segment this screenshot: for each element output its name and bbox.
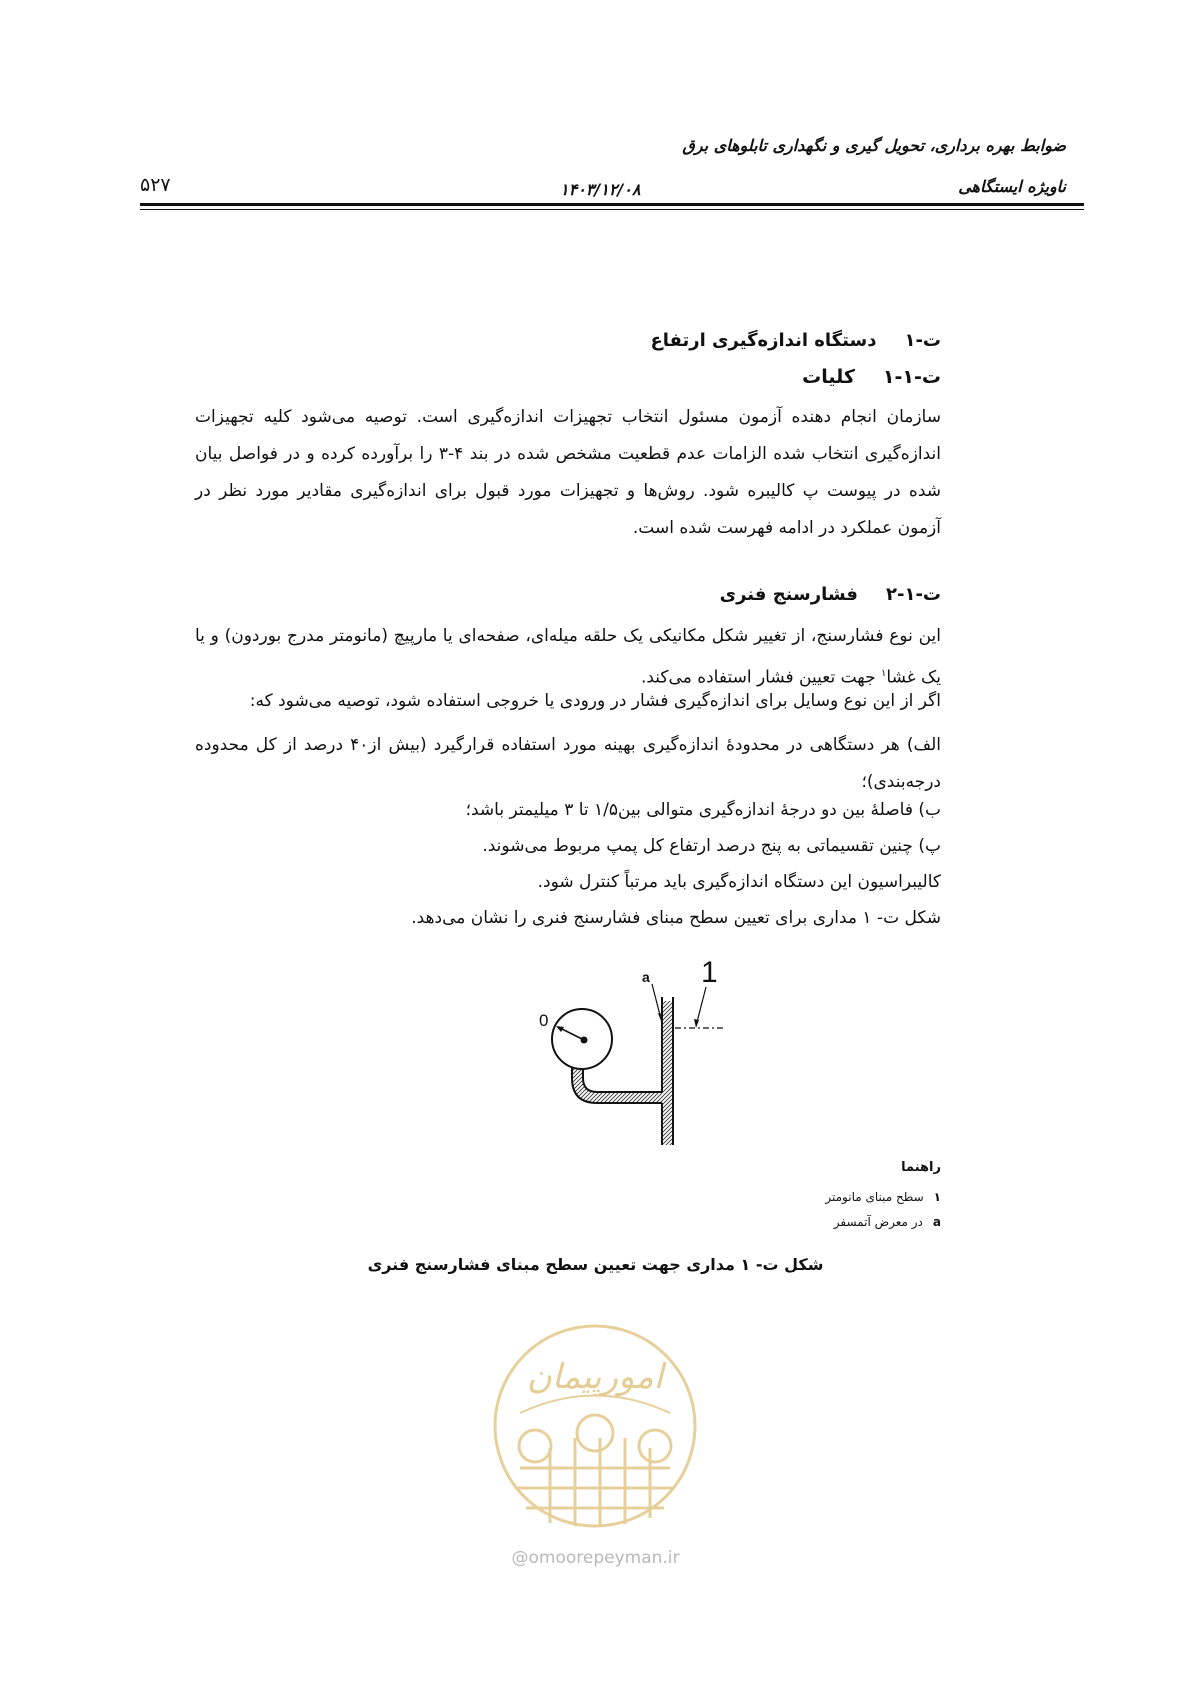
legend-item bbox=[825, 1190, 941, 1204]
item-alef: الف) هر دستگاهی در محدودهٔ اندازه‌گیری بهینه مورد استفاده قرارگیرد (بیش از۴۰ درصد از کل محدوده درجه‌بندی)؛ bbox=[195, 735, 941, 792]
gauge-intro-end: جهت تعیین فشار استفاده می‌کند. bbox=[640, 667, 882, 688]
document-date: ۱۴۰۳/۱۲/۰۸ bbox=[560, 180, 641, 199]
section-title: فشارسنج فنری bbox=[719, 584, 858, 605]
watermark-logo-text: امورپیمان bbox=[526, 1357, 664, 1397]
gauge-intro-text: این نوع فشارسنج، از تغییر شکل مکانیکی یک حلقه میله‌ای، صفحه‌ای یا مارپیچ (مانومتر مدرج بوردون) و یا یک غشا bbox=[195, 626, 941, 688]
figure-caption: شکل ت- ۱ مداری جهت تعیین سطح مبنای فشارسنج فنری bbox=[367, 1255, 824, 1274]
section-number: ت-۱ bbox=[904, 330, 941, 351]
section-heading-1-2 bbox=[720, 584, 941, 605]
legend-key: ۱ bbox=[933, 1190, 941, 1204]
label-1: 1 bbox=[701, 956, 718, 989]
header-rule-thick bbox=[140, 203, 1084, 206]
legend-text: در معرض آتمسفر bbox=[833, 1215, 923, 1229]
watermark-logo bbox=[490, 1318, 700, 1538]
header-rule-thin bbox=[140, 209, 1084, 210]
calibration-line: کالیبراسیون این دستگاه اندازه‌گیری باید مرتباً کنترل شود. bbox=[537, 872, 941, 892]
watermark-url: @omoorepeyman.ir bbox=[511, 1548, 680, 1568]
section-number: ت-۱-۲ bbox=[885, 584, 941, 605]
label-0: 0 bbox=[539, 1011, 549, 1030]
legend-text: سطح مبنای مانومتر bbox=[825, 1190, 924, 1204]
if-used-line: اگر از این نوع وسایل برای اندازه‌گیری فشار در ورودی یا خروجی استفاده شود، توصیه می‌شود که: bbox=[249, 691, 941, 711]
legend-item bbox=[834, 1215, 941, 1229]
section-heading-1 bbox=[650, 330, 941, 351]
gauge-intro-paragraph bbox=[195, 618, 941, 697]
legend-key: a bbox=[932, 1215, 941, 1229]
section-number: ت-۱-۱ bbox=[882, 366, 941, 388]
page-number: ۵۲۷ bbox=[140, 174, 171, 196]
label-a: a bbox=[642, 969, 650, 985]
section-title: دستگاه اندازه‌گیری ارتفاع bbox=[650, 330, 877, 351]
footnote-marker: ۱ bbox=[881, 668, 887, 679]
figure-reference-line: شکل ت- ۱ مداری برای تعیین سطح مبنای فشارسنج فنری را نشان می‌دهد. bbox=[411, 908, 941, 928]
section-title: کلیات bbox=[802, 366, 855, 388]
section-heading-1-1 bbox=[802, 366, 941, 388]
item-be: ب) فاصلهٔ بین دو درجهٔ اندازه‌گیری متوالی بین۱/۵ تا ۳ میلیمتر باشد؛ bbox=[465, 800, 941, 820]
vertical-pipe-fill bbox=[662, 1001, 673, 1145]
legend-title: راهنما bbox=[901, 1160, 941, 1175]
general-paragraph: سازمان انجام دهنده آزمون مسئول انتخاب تجهیزات اندازه‌گیری است. توصیه می‌شود کلیه تجهیزات اندازه‌گیری انتخاب شده الزامات عدم قطعیت مشخص شده در بند ۴-۳ را برآورده کرده و در فواصل بیان شده در پیوست پ کالیبره شود. روش‌ها و تجهیزات مورد قبول برای اندازه‌گیری مقادیر مورد نظر در آزمون عملکرد در ادامه فهرست شده است. bbox=[195, 407, 941, 538]
document-title: ضوابط بهره برداری، تحویل گیری و نگهداری تابلوهای برق bbox=[682, 136, 1066, 155]
document-subtitle: ناویژه ایستگاهی bbox=[958, 177, 1066, 196]
item-pe: پ) چنین تقسیماتی به پنج درصد ارتفاع کل پمپ مربوط می‌شوند. bbox=[482, 836, 941, 856]
manometer-figure bbox=[520, 935, 760, 1165]
